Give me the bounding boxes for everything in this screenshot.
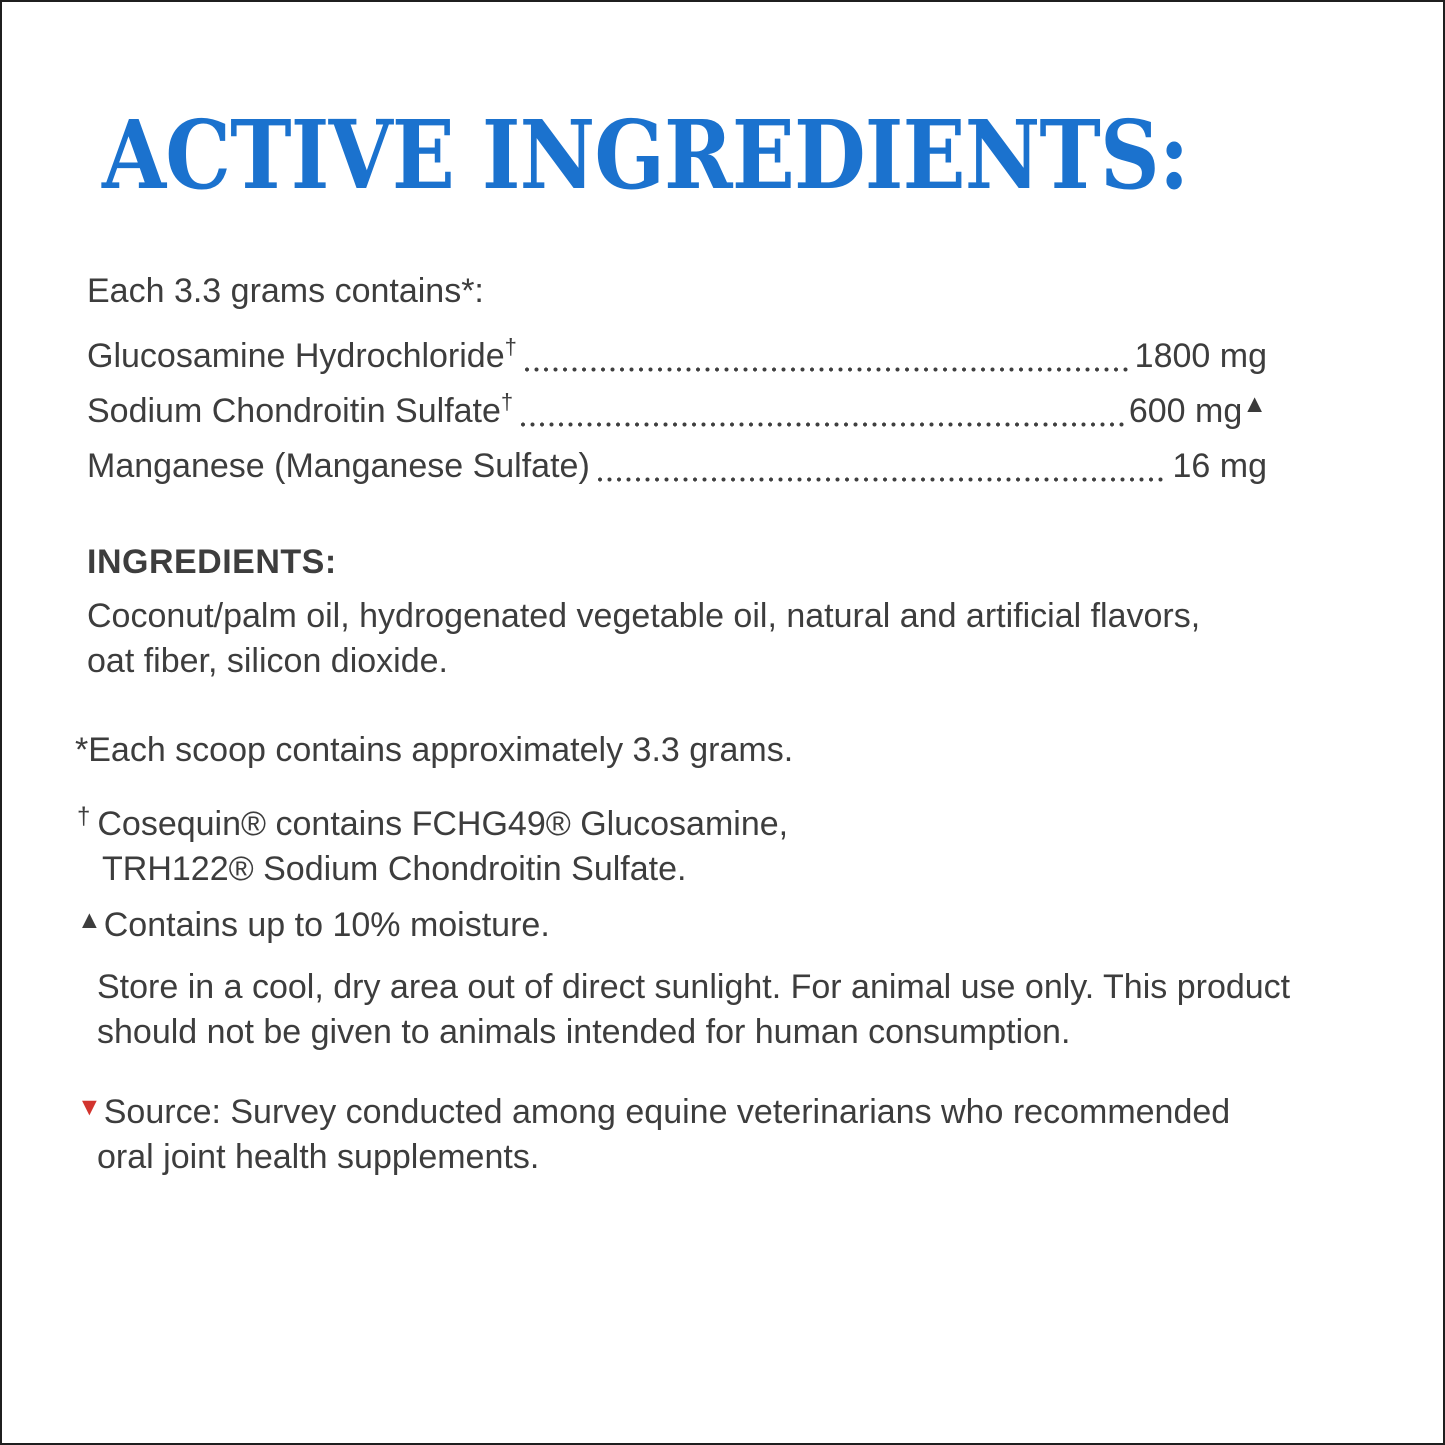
- footnote-text: Source: Survey conducted among equine veterinarians who recommended: [103, 1093, 1231, 1131]
- footnote-text: TRH122® Sodium Chondroitin Sulfate.: [102, 850, 687, 888]
- ingredient-name: Sodium Chondroitin Sulfate†: [87, 389, 514, 430]
- footnote-text: should not be given to animals intended for human consumption.: [97, 1013, 1071, 1051]
- footnote-text: Store in a cool, dry area out of direct sunlight. For animal use only. This product: [97, 968, 1291, 1006]
- footnote-trademark: [77, 794, 1367, 892]
- ingredient-row-chondroitin: [87, 379, 1267, 434]
- dot-leader: [596, 477, 1168, 482]
- ingredients-body: [87, 594, 1347, 684]
- ingredient-amount: 16 mg: [1172, 447, 1267, 485]
- ingredient-name: Manganese (Manganese Sulfate): [87, 447, 590, 485]
- dosage-intro: Each 3.3 grams contains*:: [87, 272, 484, 310]
- dagger-marker: †: [77, 803, 91, 830]
- dagger-marker: †: [504, 334, 517, 359]
- down-triangle-icon: ▼: [77, 1093, 102, 1121]
- footnote-text: Cosequin® contains FCHG49® Glucosamine,: [97, 805, 789, 843]
- ingredient-name: Glucosamine Hydrochloride†: [87, 334, 517, 375]
- dagger-marker: †: [500, 389, 514, 414]
- storage-warning: [97, 965, 1367, 1055]
- ingredient-amount: 600 mg▲: [1128, 390, 1267, 430]
- ingredient-row-manganese: [87, 434, 1267, 489]
- footnote-scoop: [75, 728, 1365, 773]
- page-title: ACTIVE INGREDIENTS:: [102, 100, 1189, 211]
- footnote-text: oral joint health supplements.: [97, 1138, 540, 1176]
- footnote-source: [77, 1085, 1367, 1180]
- asterisk-marker: *: [75, 731, 89, 769]
- up-triangle-icon: ▲: [1242, 390, 1267, 418]
- ingredient-row-glucosamine: [87, 324, 1267, 379]
- footnote-text: Contains up to 10% moisture.: [103, 906, 550, 944]
- up-triangle-icon: ▲: [77, 906, 102, 934]
- dot-leader: [523, 367, 1130, 372]
- ingredients-line: Coconut/palm oil, hydrogenated vegetable oil, natural and artificial flavors,: [87, 597, 1201, 635]
- footnote-text: Each scoop contains approximately 3.3 grams.: [88, 731, 794, 769]
- ingredients-line: oat fiber, silicon dioxide.: [87, 642, 448, 680]
- footnote-moisture: [77, 898, 1367, 948]
- ingredients-heading: INGREDIENTS:: [87, 543, 337, 581]
- ingredient-amount: 1800 mg: [1134, 337, 1267, 375]
- dot-leader: [519, 422, 1124, 427]
